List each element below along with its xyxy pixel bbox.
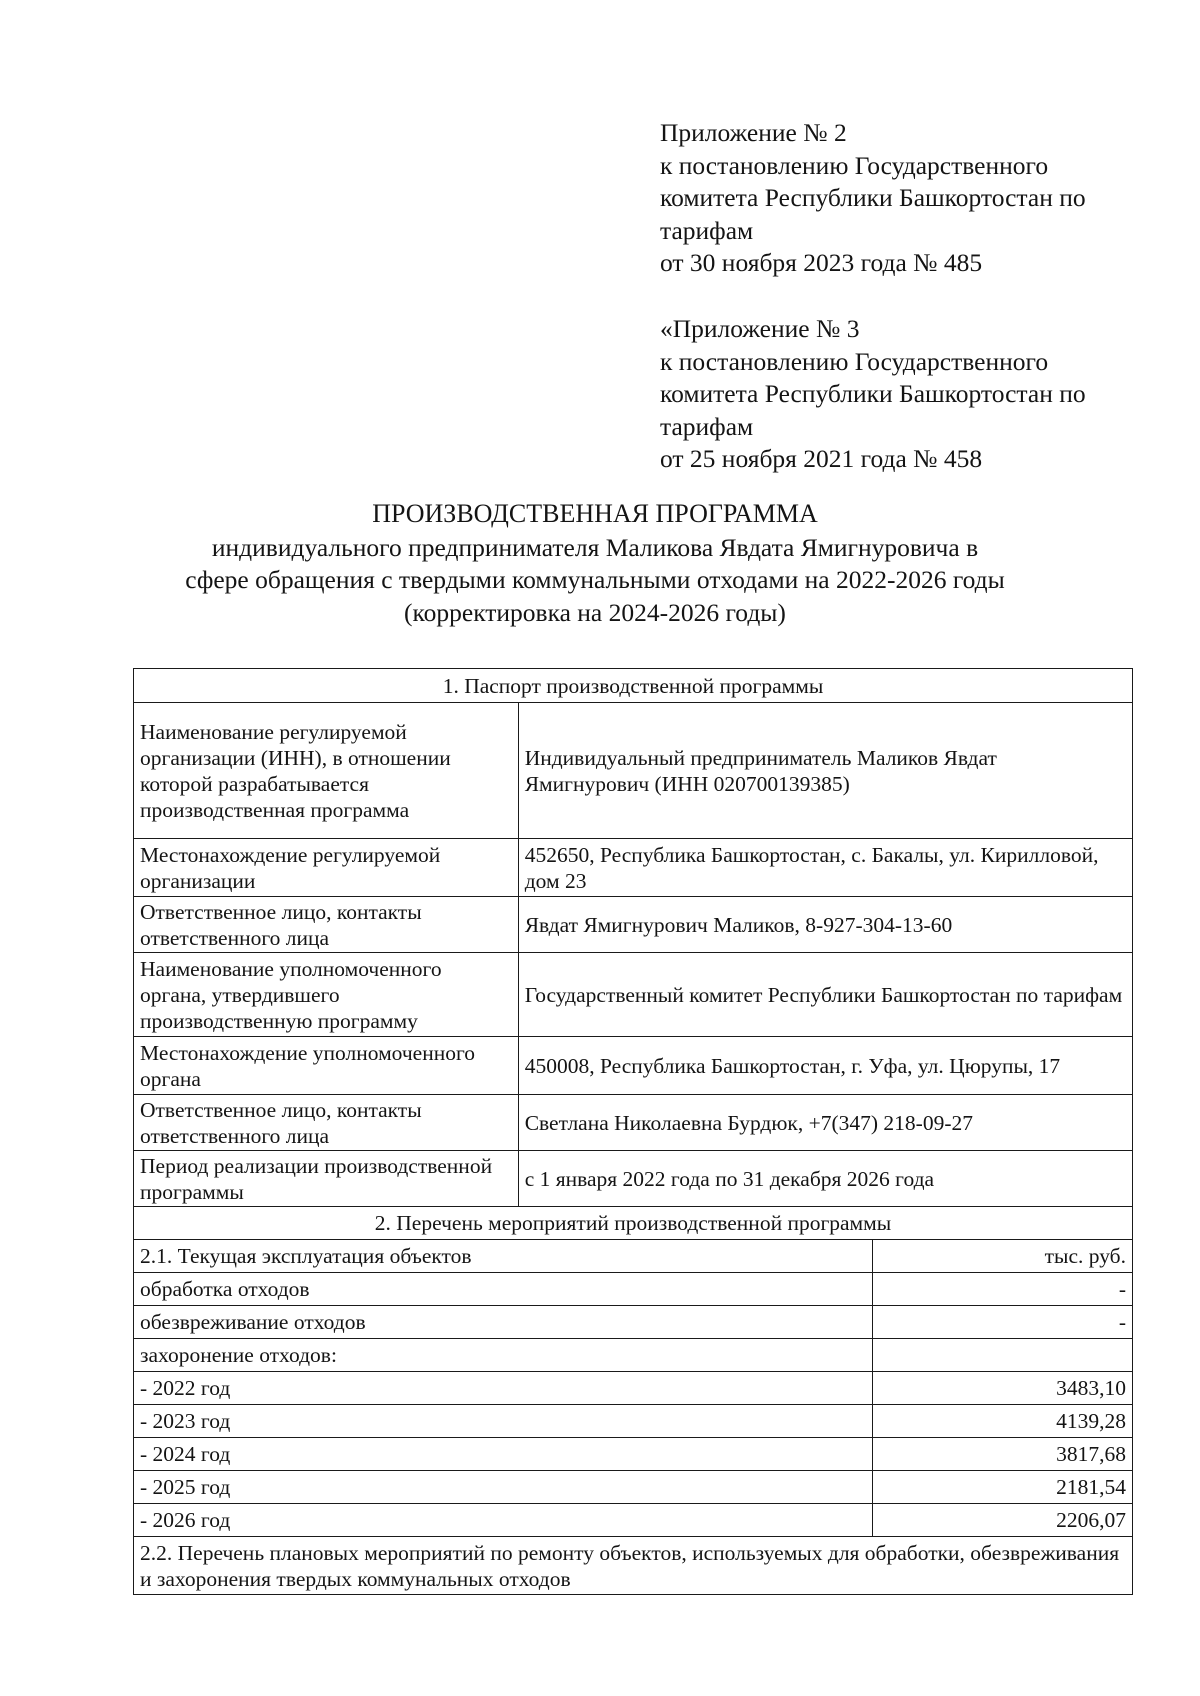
document-title xyxy=(60,498,1130,629)
current-operation-label: 2.1. Текущая эксплуатация объектов xyxy=(134,1240,873,1273)
table-row xyxy=(134,953,1133,1037)
appendix-3-header xyxy=(660,313,1086,476)
year-value: 2181,54 xyxy=(873,1471,1133,1504)
passport-label: Местонахождение регулируемой организации xyxy=(134,839,519,897)
passport-value: 450008, Республика Башкортостан, г. Уфа, ул. Цюрупы, 17 xyxy=(518,1037,1132,1095)
item-value xyxy=(873,1339,1133,1372)
year-value: 3483,10 xyxy=(873,1372,1133,1405)
passport-label: Ответственное лицо, контакты ответственного лица xyxy=(134,1095,519,1151)
appendix-line: Приложение № 2 xyxy=(660,118,847,147)
appendix-line: комитета Республики Башкортостан по xyxy=(660,379,1086,408)
table-row xyxy=(134,1405,1133,1438)
passport-label: Ответственное лицо, контакты ответственного лица xyxy=(134,897,519,953)
year-label: - 2022 год xyxy=(134,1372,873,1405)
table-row xyxy=(134,1095,1133,1151)
table-row xyxy=(134,1504,1133,1537)
year-label: - 2026 год xyxy=(134,1504,873,1537)
appendix-line: к постановлению Государственного xyxy=(660,346,1049,376)
table-row xyxy=(134,1273,1133,1306)
unit-label: тыс. руб. xyxy=(873,1240,1133,1273)
table-row xyxy=(134,1037,1133,1095)
table-row xyxy=(134,897,1133,953)
table-row xyxy=(134,1151,1133,1207)
item-value: - xyxy=(873,1306,1133,1339)
table-row xyxy=(134,839,1133,897)
table-row xyxy=(134,1240,1133,1273)
table-row xyxy=(134,1438,1133,1471)
passport-value: с 1 января 2022 года по 31 декабря 2026 года xyxy=(518,1151,1132,1207)
passport-value: Явдат Ямигнурович Маликов, 8-927-304-13-60 xyxy=(518,897,1132,953)
item-label: обезвреживание отходов xyxy=(134,1306,873,1339)
year-label: - 2024 год xyxy=(134,1438,873,1471)
measures-heading: 2. Перечень мероприятий производственной программы xyxy=(134,1207,1133,1240)
table-row xyxy=(134,1339,1133,1372)
table-row xyxy=(134,703,1133,839)
program-table xyxy=(133,668,1133,1595)
appendix-2-header xyxy=(660,117,1086,280)
year-label: - 2023 год xyxy=(134,1405,873,1438)
passport-value: Светлана Николаевна Бурдюк, +7(347) 218-09-27 xyxy=(518,1095,1132,1151)
appendix-line: комитета Республики Башкортостан по xyxy=(660,183,1086,212)
title-line: (корректировка на 2024-2026 годы) xyxy=(404,597,786,627)
year-label: - 2025 год xyxy=(134,1471,873,1504)
title-line: сфере обращения с твердыми коммунальными отходами на 2022-2026 годы xyxy=(185,565,1005,594)
appendix-line: тарифам xyxy=(660,215,754,245)
table-row xyxy=(134,669,1133,703)
item-label: обработка отходов xyxy=(134,1273,873,1306)
passport-value: 452650, Республика Башкортостан, с. Бакалы, ул. Кирилловой, дом 23 xyxy=(518,839,1132,897)
year-value: 4139,28 xyxy=(873,1405,1133,1438)
title-line: индивидуального предпринимателя Маликова Явдата Ямигнуровича в xyxy=(211,532,979,562)
passport-label: Местонахождение уполномоченного органа xyxy=(134,1037,519,1095)
table-row xyxy=(134,1372,1133,1405)
year-value: 2206,07 xyxy=(873,1504,1133,1537)
item-value: - xyxy=(873,1273,1133,1306)
passport-label: Наименование уполномоченного органа, утвердившего производственную программу xyxy=(134,953,519,1037)
appendix-line: к постановлению Государственного xyxy=(660,150,1049,180)
passport-value: Государственный комитет Республики Башкортостан по тарифам xyxy=(518,953,1132,1037)
passport-heading: 1. Паспорт производственной программы xyxy=(134,669,1133,703)
passport-value: Индивидуальный предприниматель Маликов Явдат Ямигнурович (ИНН 020700139385) xyxy=(518,703,1132,839)
appendix-line: тарифам xyxy=(660,411,754,441)
repair-measures-label: 2.2. Перечень плановых мероприятий по ремонту объектов, используемых для обработки, обезвреживания и захоронения твердых коммунальных отходов xyxy=(134,1537,1133,1595)
table-row xyxy=(134,1306,1133,1339)
table-row xyxy=(134,1471,1133,1504)
appendix-line: от 30 ноября 2023 года № 485 xyxy=(660,248,983,277)
item-label: захоронение отходов: xyxy=(134,1339,873,1372)
appendix-line: «Приложение № 3 xyxy=(660,314,860,343)
passport-label: Наименование регулируемой организации (ИНН), в отношении которой разрабатывается производственная программа xyxy=(134,703,519,839)
table-row xyxy=(134,1207,1133,1240)
appendix-line: от 25 ноября 2021 года № 458 xyxy=(660,444,983,473)
year-value: 3817,68 xyxy=(873,1438,1133,1471)
title-main: ПРОИЗВОДСТВЕННАЯ ПРОГРАММА xyxy=(372,499,818,528)
table-row xyxy=(134,1537,1133,1595)
passport-label: Период реализации производственной программы xyxy=(134,1151,519,1207)
